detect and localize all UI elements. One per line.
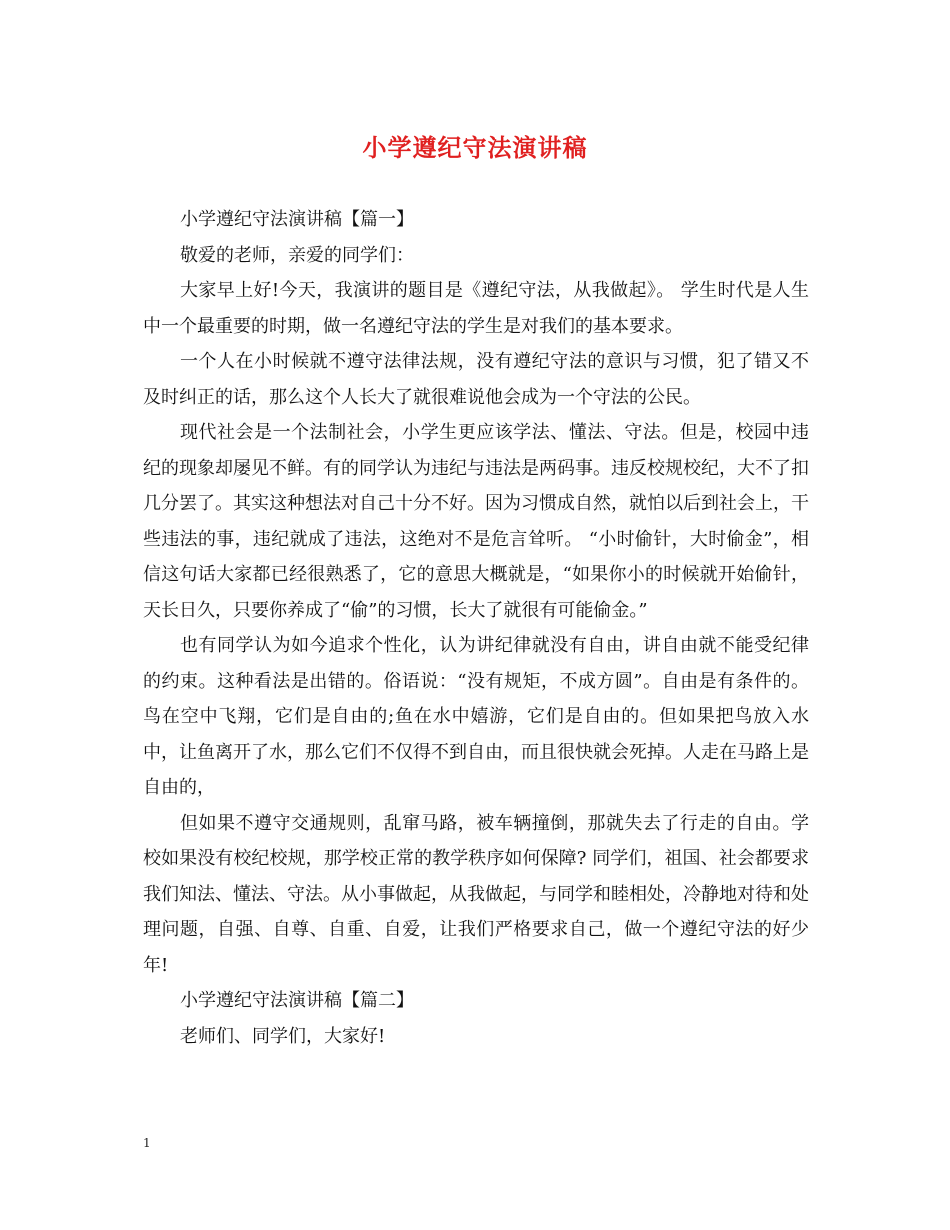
document-body <box>143 202 809 1054</box>
salutation: 老师们、同学们，大家好! <box>180 1025 386 1047</box>
paragraph: 但如果不遵守交通规则，乱窜马路，被车辆撞倒，那就失去了行走的自由。学校如果没有校纪校规，那学校正常的教学秩序如何保障? 同学们，祖国、社会都要求我们知法、懂法、守法。从小事做起，从我做起，与同学和睦相处，冷静地对待和处理问题，自强、自尊、自重、自爱，让我们严格要求自己，做一个遵纪守法的好少年! <box>143 812 809 976</box>
paragraph: 也有同学认为如今追求个性化，认为讲纪律就没有自由，讲自由就不能受纪律的约束。这种看法是出错的。俗语说：“没有规矩，不成方圆”。自由是有条件的。鸟在空中飞翔，它们是自由的;鱼在水中嬉游，它们是自由的。但如果把鸟放入水中，让鱼离开了水，那么它们不仅得不到自由，而且很快就会死掉。人走在马路上是自由的， <box>143 635 809 798</box>
section-heading-1: 小学遵纪守法演讲稿【篇一】 <box>180 209 414 230</box>
page-number: 1 <box>143 1136 151 1150</box>
paragraph: 一个人在小时候就不遵守法律法规，没有遵纪守法的意识与习惯，犯了错又不及时纠正的话，那么这个人长大了就很难说他会成为一个守法的公民。 <box>143 351 809 408</box>
document-title: 小学遵纪守法演讲稿 <box>362 133 588 162</box>
paragraph: 大家早上好!今天，我演讲的题目是《遵纪守法，从我做起》。 学生时代是人生中一个最重要的时期，做一名遵纪守法的学生是对我们的基本要求。 <box>143 280 809 337</box>
section-heading-2: 小学遵纪守法演讲稿【篇二】 <box>180 990 414 1011</box>
salutation: 敬爱的老师，亲爱的同学们： <box>180 244 414 266</box>
paragraph: 现代社会是一个法制社会，小学生更应该学法、懂法、守法。但是，校园中违纪的现象却屡见不鲜。有的同学认为违纪与违法是两码事。违反校规校纪，大不了扣几分罢了。其实这种想法对自己十分不好。因为习惯成自然，就怕以后到社会上，干些违法的事，违纪就成了违法，这绝对不是危言耸听。 “小时偷针，大时偷金”，相信这句话大家都已经很熟悉了，它的意思大概就是，“如果你小的时候就开始偷针，天长日久，只要你养成了“偷”的习惯，长大了就很有可能偷金。” <box>143 422 809 621</box>
